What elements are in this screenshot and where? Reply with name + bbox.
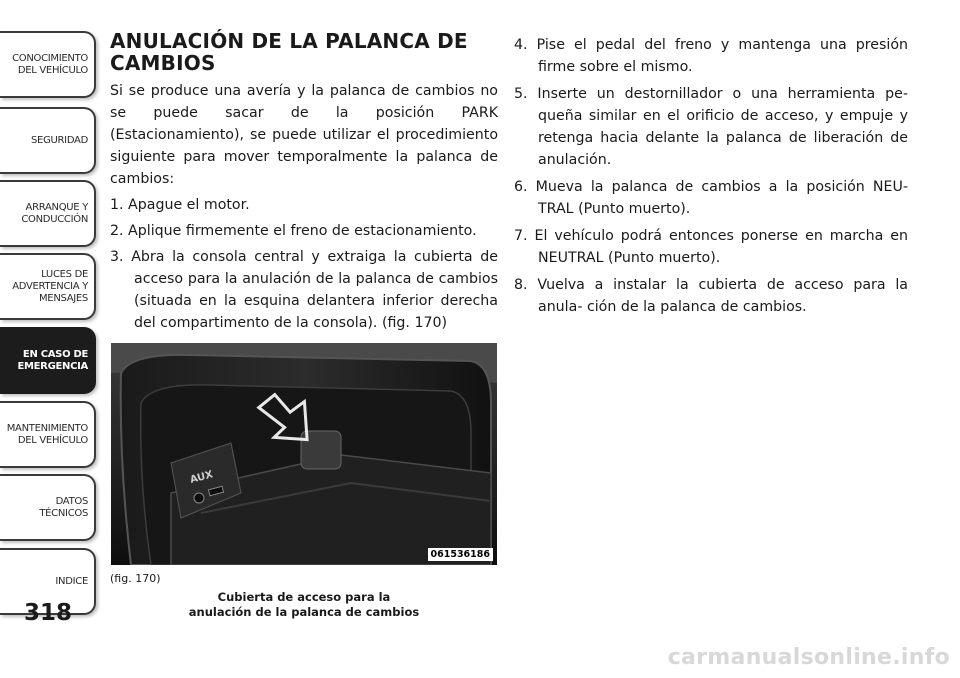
aux-label: AUX [188,469,215,486]
right-column [514,30,908,323]
tab-label: INDICE [55,575,88,587]
step-item: 1. Apague el motor. [110,197,250,213]
step-item: 2. Aplique firmemente el freno de estacionamiento. [110,223,477,239]
tab-label: SEGURIDAD [31,134,88,146]
caption-line: Cubierta de acceso para la [217,590,391,604]
tab-mantenimiento-del-vehiculo[interactable] [0,401,96,468]
tab-datos-tecnicos[interactable] [0,474,96,541]
step-item: 5. Inserte un destornillador o una herramienta pe- queña similar en el orificio de acceso, y empuje y retenga hacia delante la palanca de liberación de anulación. [514,86,908,168]
tab-label: ARRANQUE Y CONDUCCIÓN [21,201,88,225]
tab-luces-de-advertencia[interactable] [0,253,96,320]
console-photo [111,343,497,565]
tab-label: EN CASO DE EMERGENCIA [17,348,88,372]
figure-code: 061536186 [428,548,494,561]
tab-label: DATOS TÉCNICOS [39,495,88,519]
tab-seguridad[interactable] [0,107,96,174]
left-column [110,30,498,338]
tab-en-caso-de-emergencia[interactable] [0,327,96,394]
tab-label: MANTENIMIENTO DEL VEHÍCULO [6,422,88,446]
tab-label: LUCES DE ADVERTENCIA Y MENSAJES [12,268,88,304]
step-item: 7. El vehículo podrá entonces ponerse en marcha en NEUTRAL (Punto muerto). [514,228,908,266]
console-illustration [111,343,497,565]
watermark: carmanualsonline.info [667,645,950,670]
section-title: ANULACIÓN DE LA PALANCA DE CAMBIOS [110,29,468,75]
chapter-sidebar [0,0,100,640]
tab-arranque-y-conduccion[interactable] [0,180,96,247]
tab-label: CONOCIMIENTO DEL VEHÍCULO [12,52,88,76]
tab-conocimiento-del-vehiculo[interactable] [0,31,96,98]
figure-caption [111,590,497,620]
step-item: 6. Mueva la palanca de cambios a la posición NEU- TRAL (Punto muerto). [514,179,908,217]
caption-line: anulación de la palanca de cambios [188,605,420,619]
step-item: 8. Vuelva a instalar la cubierta de acceso para la anula- ción de la palanca de cambios. [514,277,908,315]
steps-list-left [110,194,498,334]
step-item: 3. Abra la consola central y extraiga la cubierta de acceso para la anulación de la palanca de cambios (situada en la esquina delantera inferior derecha del compartimento de la consola). (fig. 170) [110,249,498,331]
intro-paragraph: Si se produce una avería y la palanca de cambios no se puede sacar de la posición PARK (Estacionamiento), se puede utilizar el procedimiento siguiente para mover temporalmente la palanca de cambios: [110,83,498,187]
page-number: 318 [24,600,73,626]
figure-reference: (fig. 170) [110,572,161,585]
aux-port-icon [194,493,204,503]
steps-list-right [514,34,908,318]
step-item: 4. Pise el pedal del freno y mantenga una presión firme sobre el mismo. [514,37,908,75]
